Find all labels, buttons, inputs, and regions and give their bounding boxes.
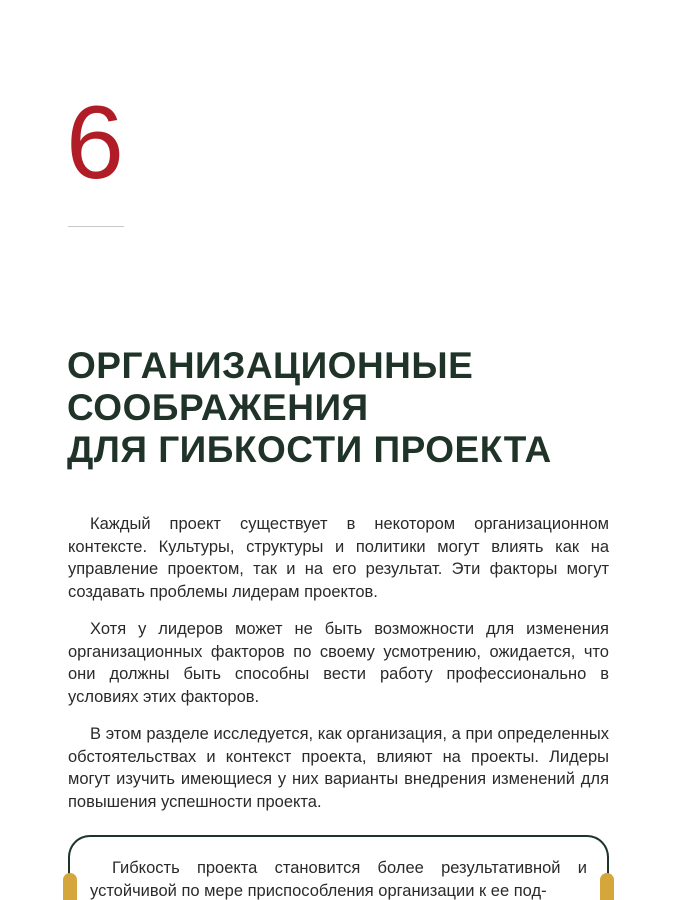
chapter-title bbox=[67, 345, 552, 471]
callout-marker-right bbox=[600, 873, 614, 900]
chapter-title-line: ДЛЯ ГИБКОСТИ ПРОЕКТА bbox=[67, 429, 552, 470]
chapter-title-line: ОРГАНИЗАЦИОННЫЕ bbox=[67, 345, 474, 386]
chapter-divider bbox=[68, 226, 124, 227]
callout-box bbox=[68, 835, 609, 900]
chapter-number: 6 bbox=[66, 85, 124, 201]
paragraph: Хотя у лидеров может не быть возможности для изменения организационных факторов по своему усмотрению, ожидается, что они должны быть способны вести работу профессионально в условиях этих факторов. bbox=[68, 620, 609, 706]
chapter-intro-text bbox=[68, 513, 609, 828]
callout-text: Гибкость проекта становится более результативной и устойчивой по мере приспособления организации к ее под- bbox=[90, 859, 587, 900]
paragraph: В этом разделе исследуется, как организация, а при определенных обстоятельствах и контекст проекта, влияют на проекты. Лидеры могут изучить имеющиеся у них варианты внедрения изменений для повышения успешности проекта. bbox=[68, 725, 609, 811]
callout-marker-left bbox=[63, 873, 77, 900]
paragraph: Каждый проект существует в некотором организационном контексте. Культуры, структуры и политики могут влиять как на управление проектом, так и на его результат. Эти факторы могут создавать проблемы лидерам проектов. bbox=[68, 515, 609, 601]
chapter-title-line: СООБРАЖЕНИЯ bbox=[67, 387, 369, 428]
